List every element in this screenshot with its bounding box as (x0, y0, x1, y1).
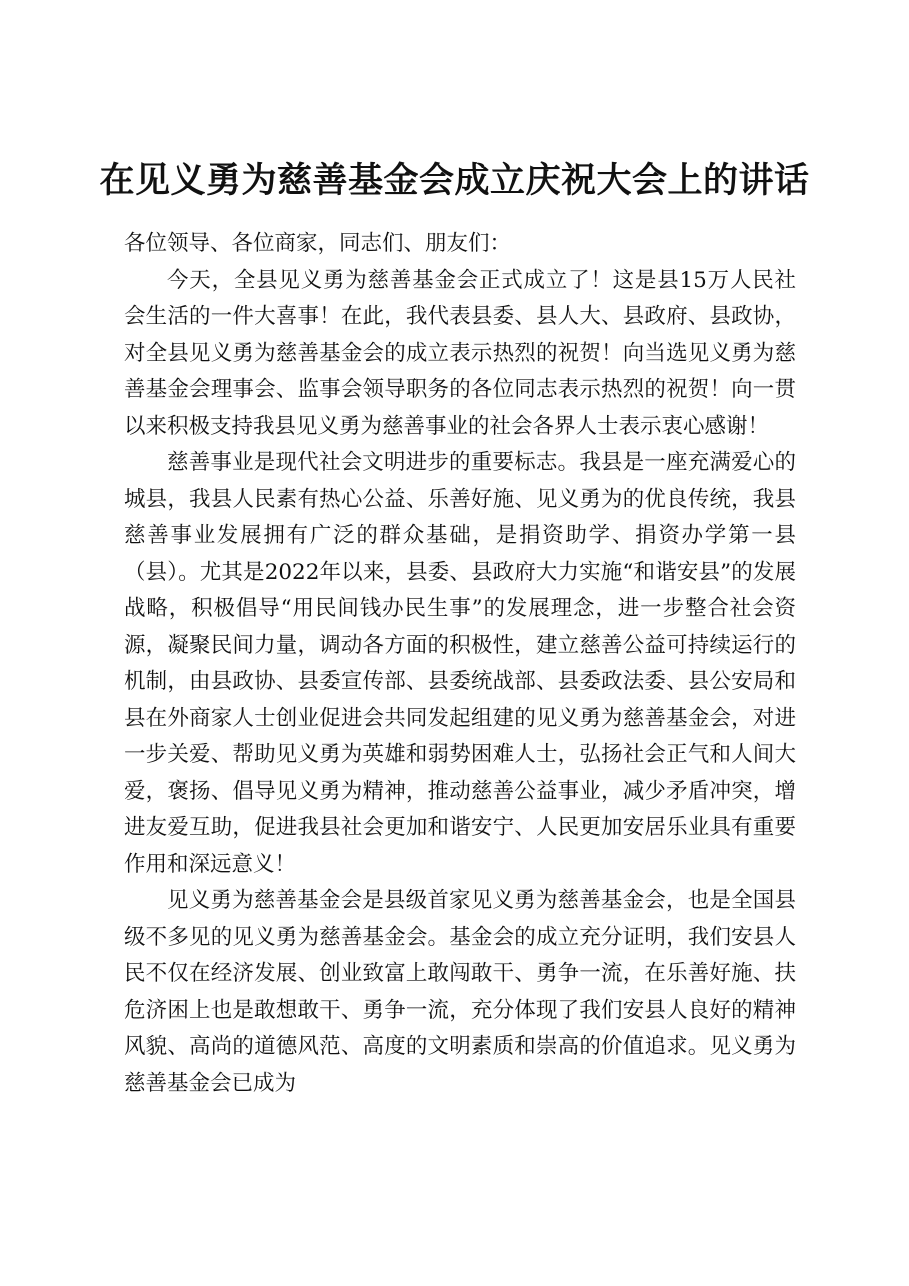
salutation: 各位领导、各位商家，同志们、朋友们： (124, 231, 512, 256)
paragraph-charity-significance: 慈善事业是现代社会文明进步的重要标志。我县是一座充满爱心的城县，我县人民素有热心公益、乐善好施、见义勇为的优良传统，我县慈善事业发展拥有广泛的群众基础，是捐资助学、捐资办学第一县（县）。尤其是2022年以来，县委、县政府大力实施“和谐安县”的发展战略，积极倡导“用民间钱办民生事”的发展理念，进一步整合社会资源，凝聚民间力量，调动各方面的积极性，建立慈善公益可持续运行的机制，由县政协、县委宣传部、县委统战部、县委政法委、县公安局和县在外商家人士创业促进会共同发起组建的见义勇为慈善基金会，对进一步关爱、帮助见义勇为英雄和弱势困难人士，弘扬社会正气和人间大爱，褒扬、倡导见义勇为精神，推动慈善公益事业，减少矛盾冲突，增进友爱互助，促进我县社会更加和谐安宁、人民更加安居乐业具有重要作用和深远意义！ (124, 450, 796, 877)
document-body (124, 226, 796, 1102)
paragraph-foundation-first: 见义勇为慈善基金会是县级首家见义勇为慈善基金会，也是全国县级不多见的见义勇为慈善基金会。基金会的成立充分证明，我们安县人民不仅在经济发展、创业致富上敢闯敢干、勇争一流，在乐善好施、扶危济困上也是敢想敢干、勇争一流，充分体现了我们安县人良好的精神风貌、高尚的道德风范、高度的文明素质和崇高的价值追求。见义勇为慈善基金会已成为 (124, 888, 796, 1096)
document-title: 在见义勇为慈善基金会成立庆祝大会上的讲话 (99, 160, 810, 201)
paragraph-congratulations: 今天，全县见义勇为慈善基金会正式成立了！这是县15万人民社会生活的一件大喜事！在此，我代表县委、县人大、县政府、县政协，对全县见义勇为慈善基金会的成立表示热烈的祝贺！向当选见义勇为慈善基金会理事会、监事会领导职务的各位同志表示热烈的祝贺！向一贯以来积极支持我县见义勇为慈善事业的社会各界人士表示衷心感谢！ (124, 267, 796, 439)
